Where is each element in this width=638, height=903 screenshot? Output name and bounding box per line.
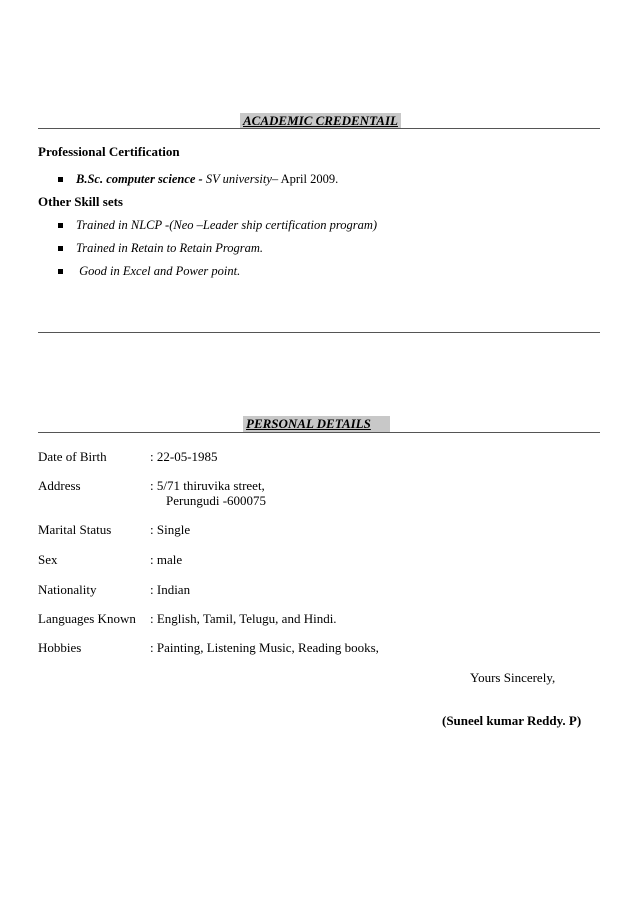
skill-item [58, 218, 377, 233]
other-skills-title: Other Skill sets [38, 194, 123, 209]
languages-value: : English, Tamil, Telugu, and Hindi. [150, 611, 337, 626]
bullet-square-icon [58, 223, 63, 228]
certification-degree: B.Sc. computer science - [76, 172, 203, 186]
sex-value: : male [150, 552, 183, 567]
hobbies-value: : Painting, Listening Music, Reading books, [150, 640, 379, 655]
professional-certification-title: Professional Certification [38, 144, 180, 159]
skill-item [58, 241, 263, 256]
closing-salutation: Yours Sincerely, [470, 670, 556, 685]
section-divider [38, 332, 600, 333]
personal-heading: PERSONAL DETAILS [243, 416, 390, 432]
bullet-square-icon [58, 177, 63, 182]
certification-university: SV university [202, 172, 272, 186]
certification-item [58, 172, 338, 187]
academic-divider [38, 128, 600, 129]
personal-divider [38, 432, 600, 433]
dob-value: : 22-05-1985 [150, 449, 218, 464]
address-value: : 5/71 thiruvika street, [150, 478, 265, 493]
skill-text: Good in Excel and Power point. [76, 264, 241, 278]
hobbies-label: Hobbies [38, 640, 82, 655]
nationality-value: : Indian [150, 582, 191, 597]
dob-label: Date of Birth [38, 449, 107, 464]
nationality-label: Nationality [38, 582, 97, 597]
languages-label: Languages Known [38, 611, 136, 626]
skill-text: Trained in Retain to Retain Program. [76, 241, 264, 255]
academic-heading: ACADEMIC CREDENTAIL [240, 113, 401, 129]
bullet-square-icon [58, 246, 63, 251]
certification-date: – April 2009. [271, 172, 339, 186]
skill-item [58, 264, 240, 279]
bullet-square-icon [58, 269, 63, 274]
address-value-line2: Perungudi -600075 [166, 493, 267, 508]
skill-text: Trained in NLCP -(Neo –Leader ship certification program) [76, 218, 378, 232]
sex-label: Sex [38, 552, 58, 567]
marital-status-value: : Single [150, 522, 191, 537]
signature-name: (Suneel kumar Reddy. P) [442, 713, 582, 728]
marital-status-label: Marital Status [38, 522, 112, 537]
address-label: Address [38, 478, 81, 493]
